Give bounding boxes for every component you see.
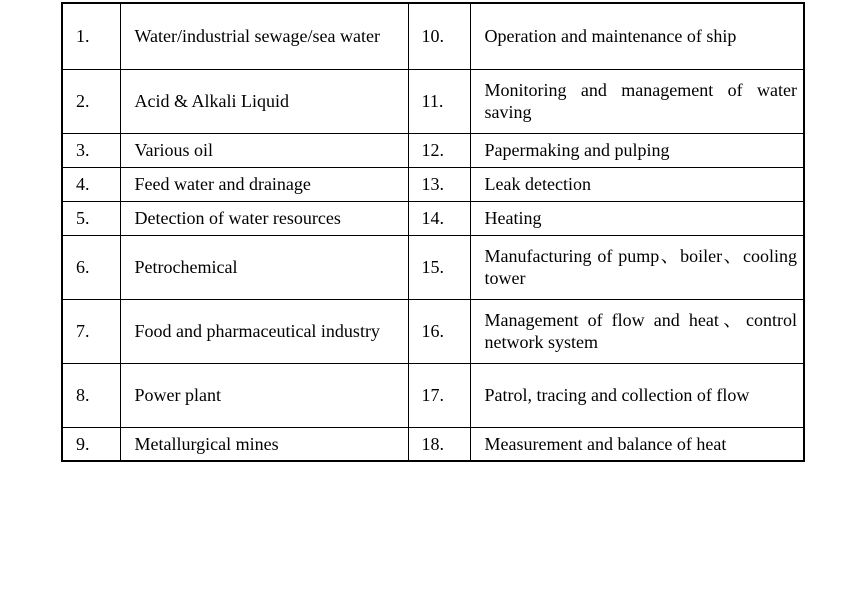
- row-number: 9.: [62, 427, 120, 461]
- row-number: 1.: [62, 3, 120, 69]
- row-number: 14.: [408, 201, 470, 235]
- application-name: Monitoring and management of water saving: [470, 69, 804, 133]
- table-row: [62, 69, 804, 133]
- application-name: Manufacturing of pump、boiler、cooling tower: [470, 235, 804, 299]
- row-number: 3.: [62, 133, 120, 167]
- table-row: [62, 167, 804, 201]
- row-number: 15.: [408, 235, 470, 299]
- row-number: 13.: [408, 167, 470, 201]
- row-number: 8.: [62, 363, 120, 427]
- application-name: Operation and maintenance of ship: [470, 3, 804, 69]
- row-number: 2.: [62, 69, 120, 133]
- row-number: 10.: [408, 3, 470, 69]
- row-number: 7.: [62, 299, 120, 363]
- application-name: Detection of water resources: [120, 201, 408, 235]
- application-name: Power plant: [120, 363, 408, 427]
- table-row: [62, 427, 804, 461]
- table-row: [62, 363, 804, 427]
- row-number: 17.: [408, 363, 470, 427]
- application-name: Leak detection: [470, 167, 804, 201]
- row-number: 5.: [62, 201, 120, 235]
- application-name: Water/industrial sewage/sea water: [120, 3, 408, 69]
- application-name: Metallurgical mines: [120, 427, 408, 461]
- application-name: Measurement and balance of heat: [470, 427, 804, 461]
- application-name: Papermaking and pulping: [470, 133, 804, 167]
- table-row: [62, 3, 804, 69]
- row-number: 4.: [62, 167, 120, 201]
- application-name: Management of flow and heat、control network system: [470, 299, 804, 363]
- table-row: [62, 201, 804, 235]
- table-row: [62, 299, 804, 363]
- row-number: 6.: [62, 235, 120, 299]
- application-name: Various oil: [120, 133, 408, 167]
- table-row: [62, 133, 804, 167]
- row-number: 16.: [408, 299, 470, 363]
- row-number: 12.: [408, 133, 470, 167]
- applications-table: [61, 2, 805, 462]
- row-number: 18.: [408, 427, 470, 461]
- application-name: Feed water and drainage: [120, 167, 408, 201]
- row-number: 11.: [408, 69, 470, 133]
- application-name: Petrochemical: [120, 235, 408, 299]
- application-name: Food and pharmaceutical industry: [120, 299, 408, 363]
- application-name: Acid & Alkali Liquid: [120, 69, 408, 133]
- application-name: Heating: [470, 201, 804, 235]
- table-row: [62, 235, 804, 299]
- application-name: Patrol, tracing and collection of flow: [470, 363, 804, 427]
